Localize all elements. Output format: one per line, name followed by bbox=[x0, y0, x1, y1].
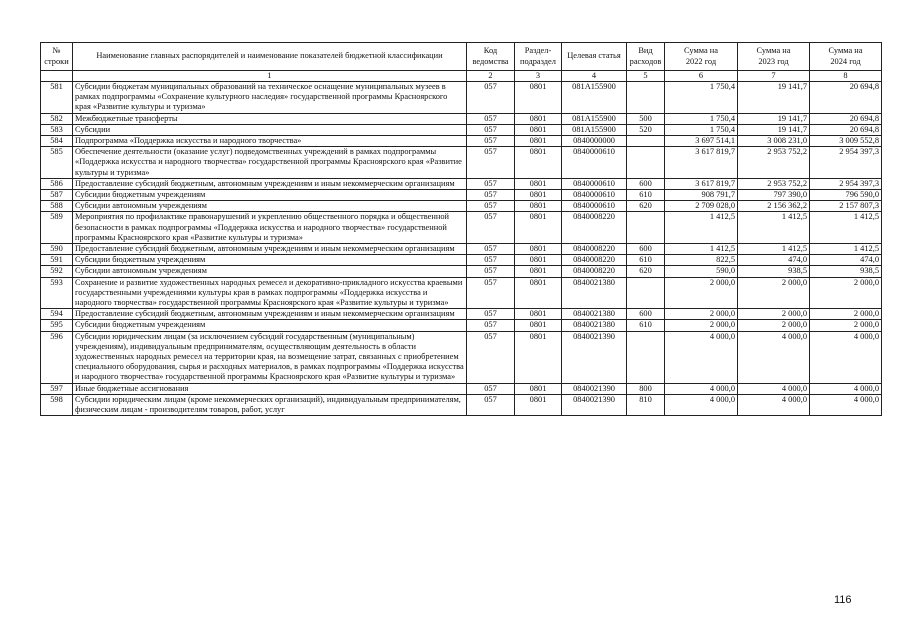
row-name: Предоставление субсидий бюджетным, автономным учреждениям и иным некоммерческим организациям bbox=[73, 244, 467, 255]
table-row bbox=[41, 201, 882, 212]
row-target-article: 0840008220 bbox=[562, 266, 627, 277]
row-amount-2024: 1 412,5 bbox=[810, 244, 882, 255]
table-row bbox=[41, 309, 882, 320]
row-amount-2024: 20 694,8 bbox=[810, 82, 882, 114]
header-department-code: Код ведомства bbox=[467, 43, 515, 71]
row-amount-2023: 2 953 752,2 bbox=[738, 147, 810, 179]
row-section: 0801 bbox=[515, 190, 562, 201]
row-target-article: 0840021390 bbox=[562, 383, 627, 394]
row-number: 592 bbox=[41, 266, 73, 277]
column-number: 2 bbox=[467, 71, 515, 82]
row-amount-2023: 1 412,5 bbox=[738, 212, 810, 244]
row-expense-type bbox=[627, 136, 665, 147]
row-amount-2024: 2 000,0 bbox=[810, 320, 882, 331]
row-number: 597 bbox=[41, 383, 73, 394]
row-expense-type bbox=[627, 212, 665, 244]
row-expense-type bbox=[627, 82, 665, 114]
row-expense-type: 610 bbox=[627, 190, 665, 201]
row-expense-type: 600 bbox=[627, 244, 665, 255]
header-expense-type: Вид расходов bbox=[627, 43, 665, 71]
row-amount-2023: 1 412,5 bbox=[738, 244, 810, 255]
row-amount-2022: 908 791,7 bbox=[665, 190, 738, 201]
row-amount-2023: 2 953 752,2 bbox=[738, 178, 810, 189]
row-target-article: 0840000610 bbox=[562, 147, 627, 179]
row-section: 0801 bbox=[515, 82, 562, 114]
row-amount-2023: 474,0 bbox=[738, 255, 810, 266]
row-amount-2022: 4 000,0 bbox=[665, 383, 738, 394]
row-target-article: 0840000610 bbox=[562, 201, 627, 212]
row-target-article: 0840021380 bbox=[562, 320, 627, 331]
row-target-article: 0840021380 bbox=[562, 309, 627, 320]
row-target-article: 0840000000 bbox=[562, 136, 627, 147]
row-expense-type bbox=[627, 331, 665, 383]
row-amount-2022: 4 000,0 bbox=[665, 394, 738, 415]
row-section: 0801 bbox=[515, 394, 562, 415]
row-target-article: 0840008220 bbox=[562, 244, 627, 255]
row-section: 0801 bbox=[515, 266, 562, 277]
row-section: 0801 bbox=[515, 309, 562, 320]
row-amount-2022: 1 412,5 bbox=[665, 244, 738, 255]
row-amount-2022: 1 750,4 bbox=[665, 113, 738, 124]
page-number: 116 bbox=[834, 594, 852, 606]
row-section: 0801 bbox=[515, 320, 562, 331]
table-row bbox=[41, 394, 882, 415]
row-department-code: 057 bbox=[467, 309, 515, 320]
row-name: Субсидии автономным учреждениям bbox=[73, 201, 467, 212]
row-amount-2022: 1 412,5 bbox=[665, 212, 738, 244]
row-number: 590 bbox=[41, 244, 73, 255]
column-number-row bbox=[41, 71, 882, 82]
row-section: 0801 bbox=[515, 124, 562, 135]
table-row bbox=[41, 331, 882, 383]
column-number: 3 bbox=[515, 71, 562, 82]
row-name: Субсидии юридическим лицам (за исключением субсидий государственным (муниципальным) учреждениям), индивидуальным предпринимателям, осуществляющим деятельность в области художественных народных ремесел на территории края, на возмещение затрат, связанных с приобретением специального оборудования, сырья и расходных материалов, в рамках подпрограммы «Поддержка искусства и народного творчества» государственной программы Красноярского края «Развитие культуры и туризма» bbox=[73, 331, 467, 383]
budget-table bbox=[40, 42, 882, 416]
row-amount-2023: 2 000,0 bbox=[738, 277, 810, 309]
row-amount-2023: 2 000,0 bbox=[738, 309, 810, 320]
row-department-code: 057 bbox=[467, 178, 515, 189]
row-section: 0801 bbox=[515, 147, 562, 179]
row-expense-type bbox=[627, 277, 665, 309]
table-row bbox=[41, 244, 882, 255]
row-expense-type: 800 bbox=[627, 383, 665, 394]
row-name: Субсидии бюджетам муниципальных образований на техническое оснащение муниципальных музеев в рамках подпрограммы «Сохранение культурного наследия» государственной программы Красноярского края «Развитие культуры и туризма» bbox=[73, 82, 467, 114]
row-amount-2023: 4 000,0 bbox=[738, 394, 810, 415]
table-row bbox=[41, 212, 882, 244]
row-name: Субсидии бюджетным учреждениям bbox=[73, 320, 467, 331]
row-expense-type: 620 bbox=[627, 201, 665, 212]
column-number: 1 bbox=[73, 71, 467, 82]
row-department-code: 057 bbox=[467, 320, 515, 331]
table-row bbox=[41, 266, 882, 277]
row-amount-2022: 2 000,0 bbox=[665, 320, 738, 331]
row-section: 0801 bbox=[515, 244, 562, 255]
header-row-number: № строки bbox=[41, 43, 73, 71]
table-row bbox=[41, 383, 882, 394]
row-amount-2024: 2 954 397,3 bbox=[810, 147, 882, 179]
row-department-code: 057 bbox=[467, 201, 515, 212]
row-amount-2024: 20 694,8 bbox=[810, 113, 882, 124]
row-department-code: 057 bbox=[467, 113, 515, 124]
row-target-article: 0840000610 bbox=[562, 178, 627, 189]
row-amount-2023: 2 156 362,2 bbox=[738, 201, 810, 212]
table-row bbox=[41, 178, 882, 189]
row-name: Предоставление субсидий бюджетным, автономным учреждениям и иным некоммерческим организациям bbox=[73, 309, 467, 320]
row-section: 0801 bbox=[515, 383, 562, 394]
column-number: 8 bbox=[810, 71, 882, 82]
row-amount-2024: 2 157 807,3 bbox=[810, 201, 882, 212]
row-section: 0801 bbox=[515, 136, 562, 147]
row-expense-type: 600 bbox=[627, 309, 665, 320]
row-target-article: 081A155900 bbox=[562, 82, 627, 114]
row-department-code: 057 bbox=[467, 124, 515, 135]
row-department-code: 057 bbox=[467, 212, 515, 244]
row-target-article: 081A155900 bbox=[562, 113, 627, 124]
row-amount-2022: 3 617 819,7 bbox=[665, 147, 738, 179]
row-number: 591 bbox=[41, 255, 73, 266]
row-name: Субсидии бюджетным учреждениям bbox=[73, 190, 467, 201]
row-expense-type bbox=[627, 147, 665, 179]
row-amount-2023: 19 141,7 bbox=[738, 113, 810, 124]
table-header-row bbox=[41, 43, 882, 71]
row-target-article: 0840000610 bbox=[562, 190, 627, 201]
row-section: 0801 bbox=[515, 331, 562, 383]
row-expense-type: 810 bbox=[627, 394, 665, 415]
table-row bbox=[41, 147, 882, 179]
table-row bbox=[41, 190, 882, 201]
row-number: 598 bbox=[41, 394, 73, 415]
row-amount-2024: 4 000,0 bbox=[810, 394, 882, 415]
row-amount-2024: 2 000,0 bbox=[810, 277, 882, 309]
row-amount-2023: 3 008 231,0 bbox=[738, 136, 810, 147]
row-name: Субсидии bbox=[73, 124, 467, 135]
row-department-code: 057 bbox=[467, 266, 515, 277]
row-number: 583 bbox=[41, 124, 73, 135]
row-name: Субсидии юридическим лицам (кроме некоммерческих организаций), индивидуальным предпринимателям, физическим лицам - производителям товаров, работ, услуг bbox=[73, 394, 467, 415]
row-department-code: 057 bbox=[467, 394, 515, 415]
row-target-article: 0840008220 bbox=[562, 212, 627, 244]
row-amount-2024: 796 590,0 bbox=[810, 190, 882, 201]
row-number: 585 bbox=[41, 147, 73, 179]
row-number: 586 bbox=[41, 178, 73, 189]
header-name: Наименование главных распорядителей и наименование показателей бюджетной классификации bbox=[73, 43, 467, 71]
row-amount-2024: 4 000,0 bbox=[810, 383, 882, 394]
table-row bbox=[41, 136, 882, 147]
row-amount-2024: 2 954 397,3 bbox=[810, 178, 882, 189]
row-amount-2024: 20 694,8 bbox=[810, 124, 882, 135]
budget-page bbox=[40, 42, 882, 416]
row-amount-2023: 2 000,0 bbox=[738, 320, 810, 331]
table-row bbox=[41, 113, 882, 124]
row-amount-2022: 590,0 bbox=[665, 266, 738, 277]
row-name: Субсидии автономным учреждениям bbox=[73, 266, 467, 277]
row-target-article: 0840021390 bbox=[562, 394, 627, 415]
row-department-code: 057 bbox=[467, 147, 515, 179]
row-number: 587 bbox=[41, 190, 73, 201]
row-name: Сохранение и развитие художественных народных ремесел и декоративно-прикладного искусства краевыми государственными учреждениями культуры края в рамках подпрограммы «Поддержка искусства и народного творчества» государственной программы Красноярского края «Развитие культуры и туризма» bbox=[73, 277, 467, 309]
row-amount-2022: 3 617 819,7 bbox=[665, 178, 738, 189]
row-department-code: 057 bbox=[467, 190, 515, 201]
row-section: 0801 bbox=[515, 113, 562, 124]
row-section: 0801 bbox=[515, 178, 562, 189]
row-section: 0801 bbox=[515, 255, 562, 266]
table-row bbox=[41, 255, 882, 266]
row-amount-2023: 4 000,0 bbox=[738, 383, 810, 394]
row-name: Подпрограмма «Поддержка искусства и народного творчества» bbox=[73, 136, 467, 147]
row-number: 596 bbox=[41, 331, 73, 383]
row-department-code: 057 bbox=[467, 277, 515, 309]
row-amount-2022: 4 000,0 bbox=[665, 331, 738, 383]
row-amount-2022: 2 709 028,0 bbox=[665, 201, 738, 212]
row-amount-2024: 2 000,0 bbox=[810, 309, 882, 320]
header-target-article: Целевая статья bbox=[562, 43, 627, 71]
column-number: 6 bbox=[665, 71, 738, 82]
header-amount-2022: Сумма на 2022 год bbox=[665, 43, 738, 71]
row-department-code: 057 bbox=[467, 82, 515, 114]
row-name: Межбюджетные трансферты bbox=[73, 113, 467, 124]
row-amount-2024: 3 009 552,8 bbox=[810, 136, 882, 147]
row-amount-2024: 938,5 bbox=[810, 266, 882, 277]
row-department-code: 057 bbox=[467, 383, 515, 394]
row-number: 595 bbox=[41, 320, 73, 331]
row-expense-type: 610 bbox=[627, 320, 665, 331]
column-number bbox=[41, 71, 73, 82]
row-target-article: 0840021390 bbox=[562, 331, 627, 383]
row-amount-2023: 19 141,7 bbox=[738, 82, 810, 114]
column-number: 7 bbox=[738, 71, 810, 82]
row-name: Обеспечение деятельности (оказание услуг) подведомственных учреждений в рамках подпрограммы «Поддержка искусства и народного творчества» государственной программы Красноярского края «Развитие культуры и туризма» bbox=[73, 147, 467, 179]
row-amount-2022: 822,5 bbox=[665, 255, 738, 266]
row-number: 588 bbox=[41, 201, 73, 212]
row-section: 0801 bbox=[515, 277, 562, 309]
row-amount-2022: 3 697 514,1 bbox=[665, 136, 738, 147]
row-name: Предоставление субсидий бюджетным, автономным учреждениям и иным некоммерческим организациям bbox=[73, 178, 467, 189]
row-number: 593 bbox=[41, 277, 73, 309]
row-name: Мероприятия по профилактике правонарушений и укреплению общественного порядка и общественной безопасности в рамках подпрограммы «Поддержка искусства и народного творчества» государственной программы Красноярского края «Развитие культуры и туризма» bbox=[73, 212, 467, 244]
row-number: 594 bbox=[41, 309, 73, 320]
row-section: 0801 bbox=[515, 201, 562, 212]
header-amount-2023: Сумма на 2023 год bbox=[738, 43, 810, 71]
row-amount-2024: 1 412,5 bbox=[810, 212, 882, 244]
row-amount-2023: 4 000,0 bbox=[738, 331, 810, 383]
row-amount-2022: 1 750,4 bbox=[665, 82, 738, 114]
row-amount-2022: 2 000,0 bbox=[665, 309, 738, 320]
row-name: Иные бюджетные ассигнования bbox=[73, 383, 467, 394]
row-department-code: 057 bbox=[467, 244, 515, 255]
row-number: 581 bbox=[41, 82, 73, 114]
row-department-code: 057 bbox=[467, 331, 515, 383]
row-amount-2023: 797 390,0 bbox=[738, 190, 810, 201]
row-amount-2022: 2 000,0 bbox=[665, 277, 738, 309]
row-expense-type: 610 bbox=[627, 255, 665, 266]
row-number: 584 bbox=[41, 136, 73, 147]
row-section: 0801 bbox=[515, 212, 562, 244]
row-name: Субсидии бюджетным учреждениям bbox=[73, 255, 467, 266]
row-amount-2022: 1 750,4 bbox=[665, 124, 738, 135]
table-row bbox=[41, 277, 882, 309]
table-row bbox=[41, 124, 882, 135]
header-amount-2024: Сумма на 2024 год bbox=[810, 43, 882, 71]
row-amount-2024: 474,0 bbox=[810, 255, 882, 266]
row-number: 589 bbox=[41, 212, 73, 244]
header-section: Раздел- подраздел bbox=[515, 43, 562, 71]
row-amount-2024: 4 000,0 bbox=[810, 331, 882, 383]
row-expense-type: 500 bbox=[627, 113, 665, 124]
row-expense-type: 600 bbox=[627, 178, 665, 189]
row-department-code: 057 bbox=[467, 136, 515, 147]
table-row bbox=[41, 82, 882, 114]
row-department-code: 057 bbox=[467, 255, 515, 266]
row-target-article: 081A155900 bbox=[562, 124, 627, 135]
row-target-article: 0840008220 bbox=[562, 255, 627, 266]
column-number: 5 bbox=[627, 71, 665, 82]
row-amount-2023: 19 141,7 bbox=[738, 124, 810, 135]
row-target-article: 0840021380 bbox=[562, 277, 627, 309]
table-row bbox=[41, 320, 882, 331]
row-expense-type: 620 bbox=[627, 266, 665, 277]
row-number: 582 bbox=[41, 113, 73, 124]
column-number: 4 bbox=[562, 71, 627, 82]
row-amount-2023: 938,5 bbox=[738, 266, 810, 277]
row-expense-type: 520 bbox=[627, 124, 665, 135]
